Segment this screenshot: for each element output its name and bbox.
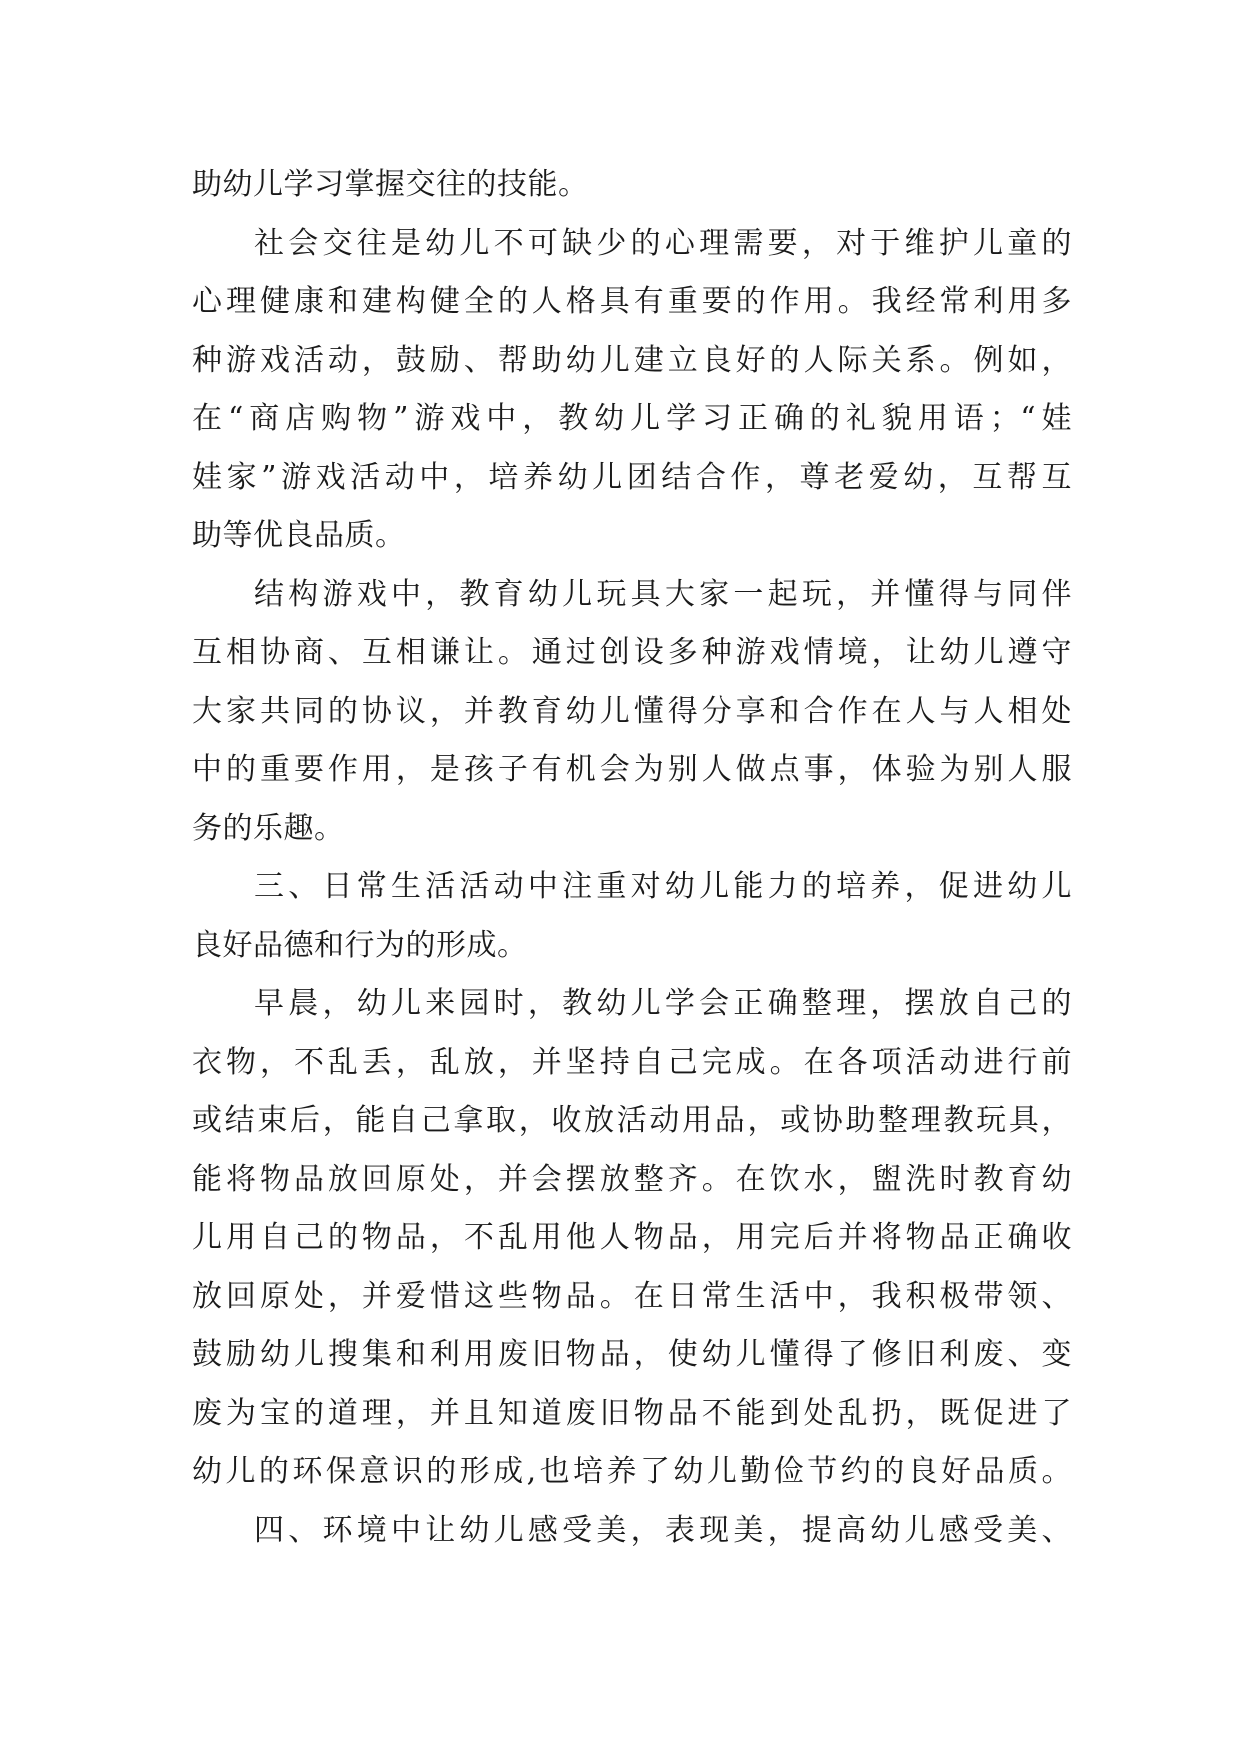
text-line: 在“商店购物”游戏中，教幼儿学习正确的礼貌用语；“娃 (192, 401, 1072, 436)
text-line: 心理健康和建构健全的人格具有重要的作用。我经常利用多 (192, 284, 1072, 319)
text-line: 种游戏活动，鼓励、帮助幼儿建立良好的人际关系。例如， (192, 342, 1072, 378)
text-line: 大家共同的协议，并教育幼儿懂得分享和合作在人与人相处 (192, 693, 1072, 729)
text-line: 早晨，幼儿来园时，教幼儿学会正确整理，摆放自己的 (254, 986, 1072, 1021)
text-line: 幼儿的环保意识的形成,也培养了幼儿勤俭节约的良好品质。 (192, 1454, 1072, 1489)
text-line: 结构游戏中，教育幼儿玩具大家一起玩，并懂得与同伴 (254, 576, 1072, 612)
text-line: 四、环境中让幼儿感受美，表现美，提高幼儿感受美、 (254, 1512, 1072, 1548)
text-line: 儿用自己的物品，不乱用他人物品，用完后并将物品正确收 (192, 1220, 1072, 1255)
text-line: 助幼儿学习掌握交往的技能。 (192, 167, 589, 202)
text-line: 社会交往是幼儿不可缺少的心理需要，对于维护儿童的 (254, 225, 1072, 261)
text-line: 或结束后，能自己拿取，收放活动用品，或协助整理教玩具， (192, 1103, 1072, 1138)
text-line: 鼓励幼儿搜集和利用废旧物品，使幼儿懂得了修旧利废、变 (192, 1337, 1072, 1372)
text-line: 衣物，不乱丢，乱放，并坚持自己完成。在各项活动进行前 (192, 1044, 1072, 1080)
text-line: 务的乐趣。 (192, 810, 345, 846)
text-line: 中的重要作用，是孩子有机会为别人做点事，体验为别人服 (192, 752, 1072, 787)
text-line: 能将物品放回原处，并会摆放整齐。在饮水，盥洗时教育幼 (192, 1161, 1072, 1197)
text-line: 良好品德和行为的形成。 (192, 927, 528, 963)
text-line: 放回原处，并爱惜这些物品。在日常生活中，我积极带领、 (192, 1278, 1072, 1314)
text-line: 助等优良品质。 (192, 518, 406, 553)
body-text (192, 156, 1072, 1560)
text-line: 互相协商、互相谦让。通过创设多种游戏情境，让幼儿遵守 (192, 635, 1072, 670)
text-line: 三、日常生活活动中注重对幼儿能力的培养，促进幼儿 (254, 869, 1072, 904)
text-line: 废为宝的道理，并且知道废旧物品不能到处乱扔，既促进了 (192, 1395, 1072, 1431)
text-line: 娃家”游戏活动中，培养幼儿团结合作，尊老爱幼，互帮互 (192, 459, 1072, 495)
